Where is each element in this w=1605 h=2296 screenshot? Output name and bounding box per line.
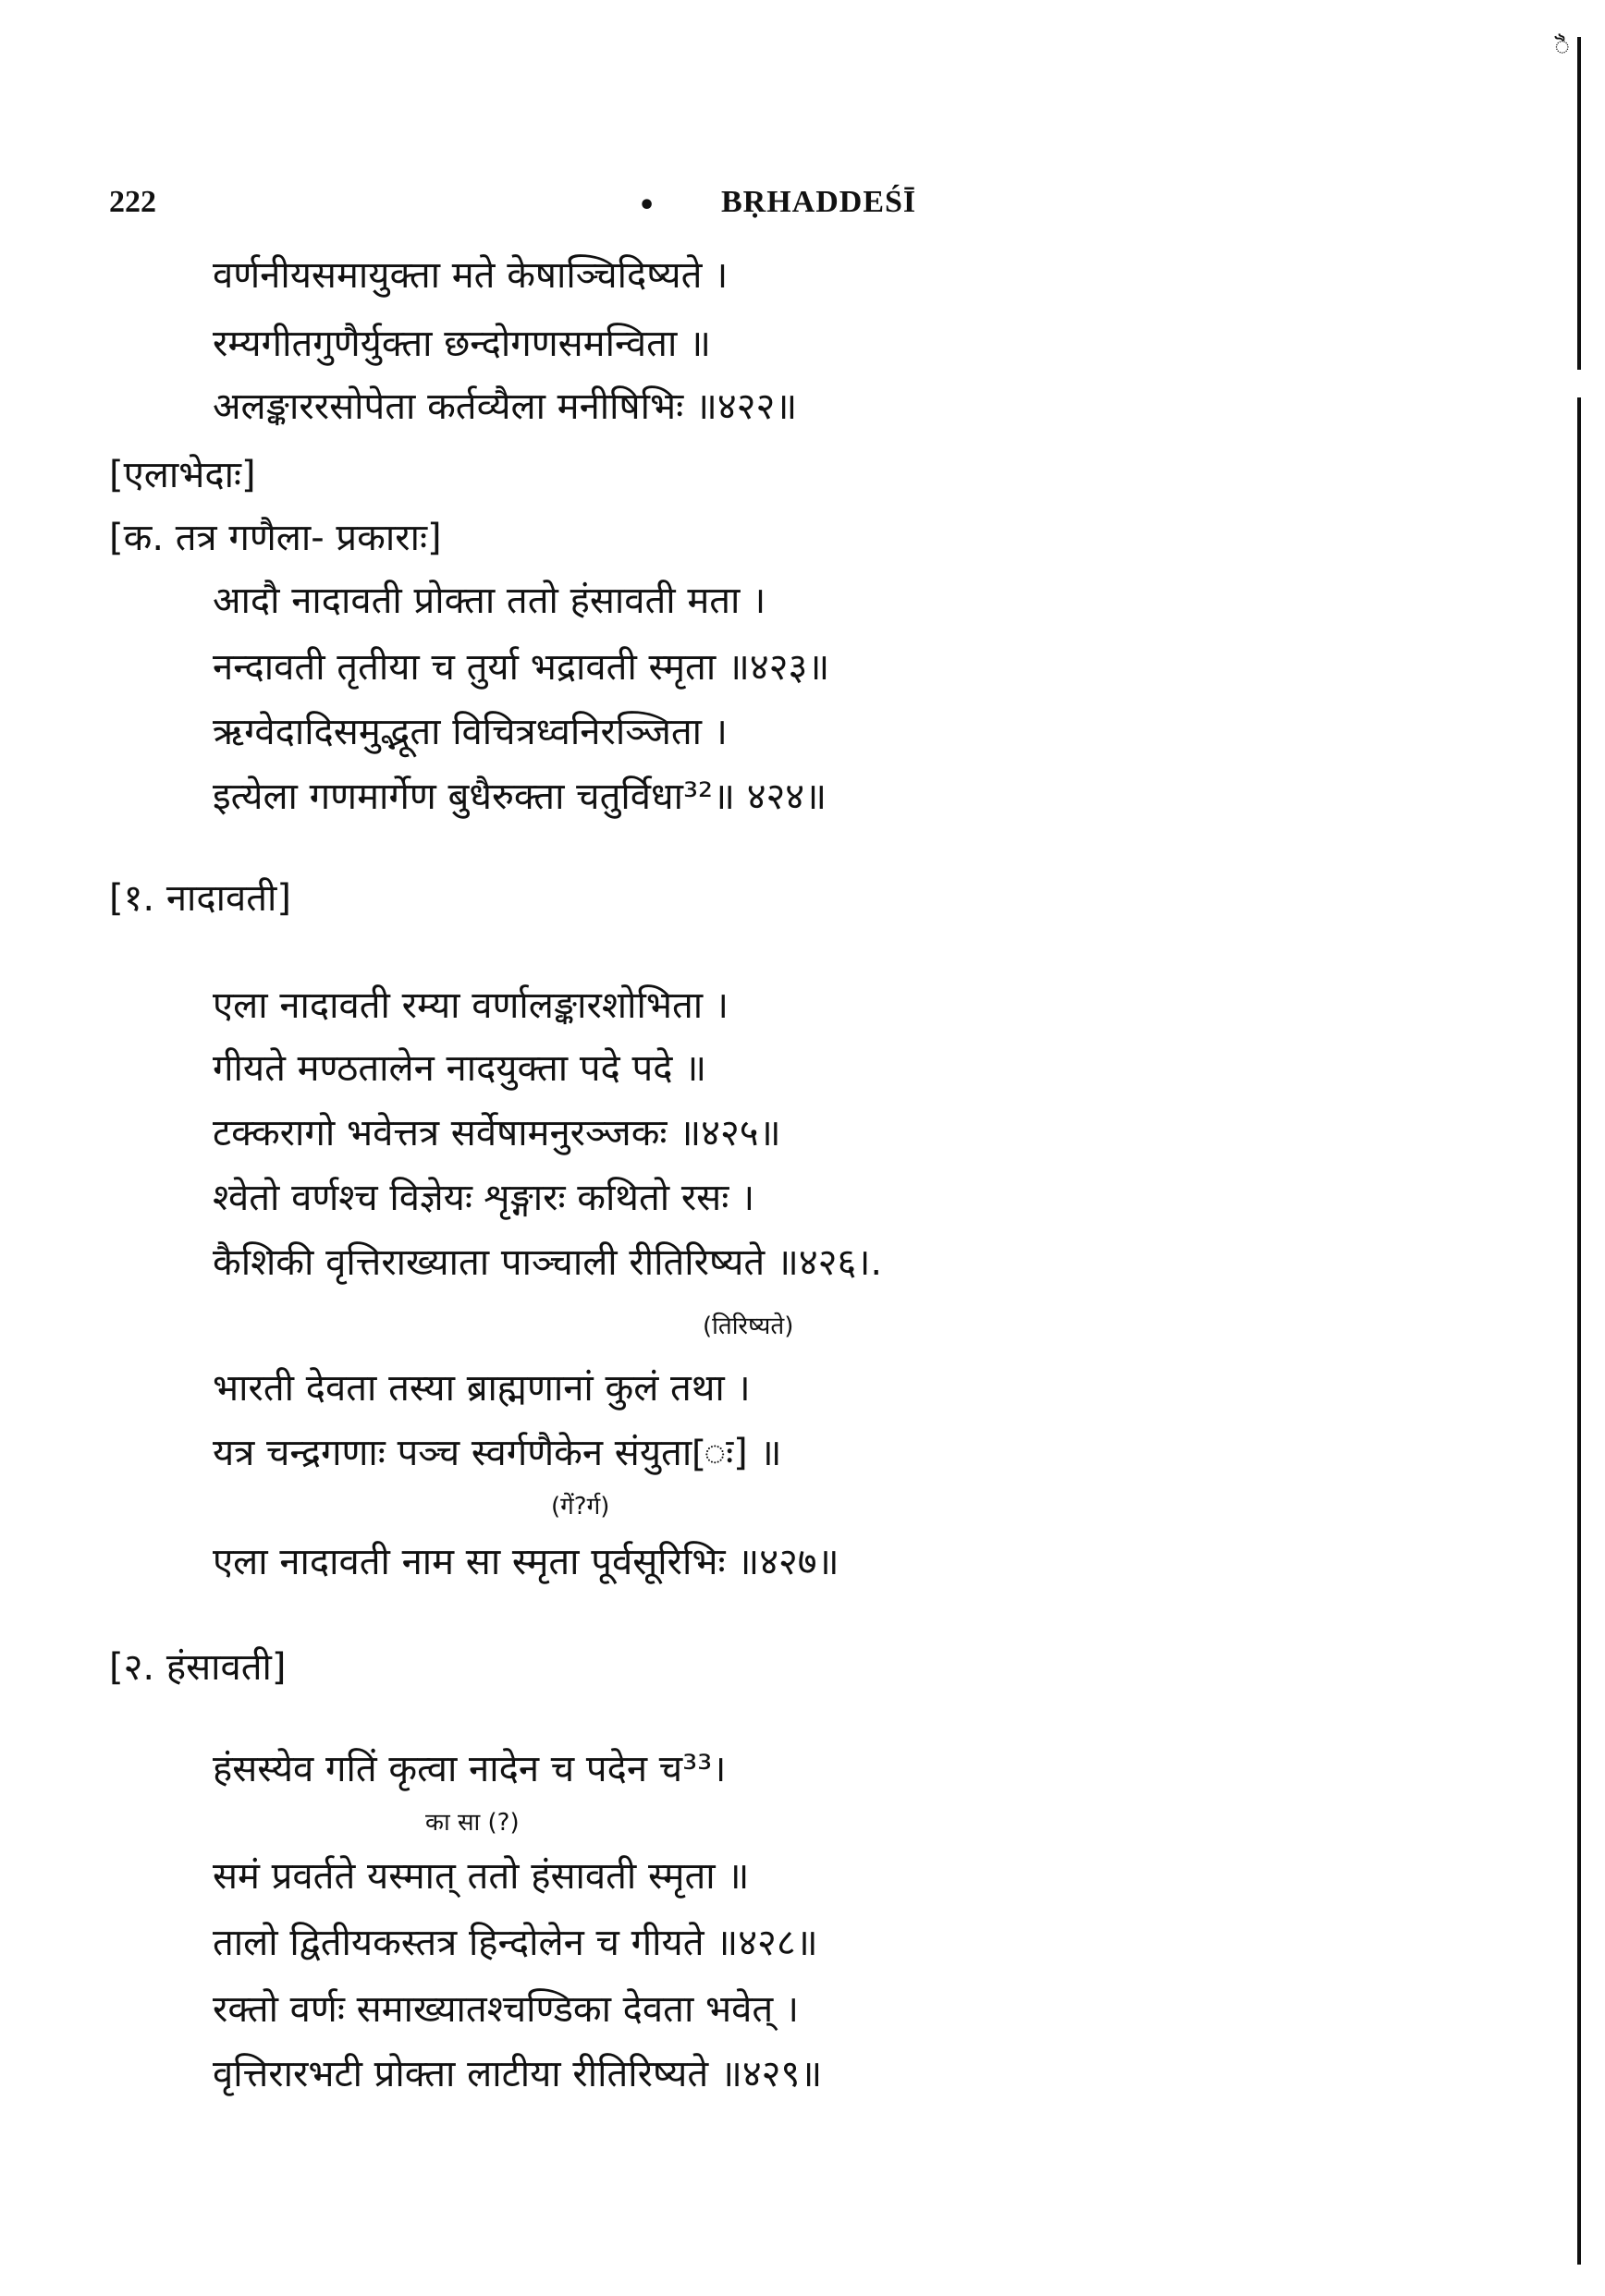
verse-line: कैशिकी वृत्तिराख्याता पाञ्चाली रीतिरिष्यते ॥४२६।. <box>213 1241 883 1284</box>
verse-line: श्वेतो वर्णश्च विज्ञेयः शृङ्गारः कथितो रसः । <box>213 1177 755 1219</box>
verse-line: भारती देवता तस्या ब्राह्मणानां कुलं तथा । <box>213 1367 751 1410</box>
page-number: 222 <box>109 185 156 219</box>
verse-line: हंसस्येव गतिं कृत्वा नादेन च पदेन च³³। <box>213 1748 727 1790</box>
verse-line: रम्यगीतगुणैर्युक्ता छन्दोगणसमन्विता ॥ <box>213 323 711 365</box>
section-heading: [२. हंसावती] <box>109 1646 287 1689</box>
corner-mark: ꣿ <box>1554 31 1570 61</box>
page-edge-line <box>1577 37 1581 370</box>
verse-line: अलङ्काररसोपेता कर्तव्यैला मनीषिभिः ॥४२२॥ <box>213 385 798 428</box>
header-dot: • <box>638 189 656 222</box>
section-heading: [क. तत्र गणैला- प्रकाराः] <box>109 517 442 559</box>
verse-line: नन्दावती तृतीया च तुर्या भद्रावती स्मृता ॥४२३॥ <box>213 646 830 689</box>
verse-line: गीयते मण्ठतालेन नादयुक्ता पदे पदे ॥ <box>213 1047 707 1090</box>
section-heading: [एलाभेदाः] <box>109 454 256 496</box>
verse-line: वर्णनीयसमायुक्ता मते केषाञ्चिदिष्यते । <box>213 254 729 297</box>
section-heading: [१. नादावती] <box>109 877 292 920</box>
verse-line: यत्र चन्द्रगणाः पञ्च स्वर्गणैकेन संयुता[ः] ॥ <box>213 1432 782 1474</box>
page-edge-line <box>1577 397 1581 2265</box>
verse-line: आदौ नादावती प्रोक्ता ततो हंसावती मता । <box>213 580 766 622</box>
verse-line: एला नादावती नाम सा स्मृता पूर्वसूरिभिः ॥४२७॥ <box>213 1541 839 1583</box>
verse-line: इत्येला गणमार्गेण बुधैरुक्ता चतुर्विधा³²॥ ४२४॥ <box>213 776 827 818</box>
verse-line: एला नादावती रम्या वर्णालङ्कारशोभिता । <box>213 984 729 1027</box>
variant-note: (तिरिष्यते) <box>703 1313 794 1340</box>
verse-line: टक्करागो भवेत्तत्र सर्वेषामनुरञ्जकः ॥४२५॥ <box>213 1112 781 1154</box>
running-title: BṚHADDEŚĪ <box>721 185 917 219</box>
verse-line: ऋग्वेदादिसमुद्भूता विचित्रध्वनिरञ्जिता । <box>213 711 728 753</box>
verse-line: तालो द्वितीयकस्तत्र हिन्दोलेन च गीयते ॥४२८॥ <box>213 1922 818 1964</box>
verse-line: रक्तो वर्णः समाख्यातश्चण्डिका देवता भवेत् । <box>213 1988 800 2031</box>
verse-line: वृत्तिरारभटी प्रोक्ता लाटीया रीतिरिष्यते ॥४२९॥ <box>213 2053 823 2095</box>
variant-note: का सा (?) <box>425 1809 520 1837</box>
variant-note: (गें?र्ग) <box>551 1493 610 1520</box>
verse-line: समं प्रवर्तते यस्मात् ततो हंसावती स्मृता ॥ <box>213 1855 750 1898</box>
